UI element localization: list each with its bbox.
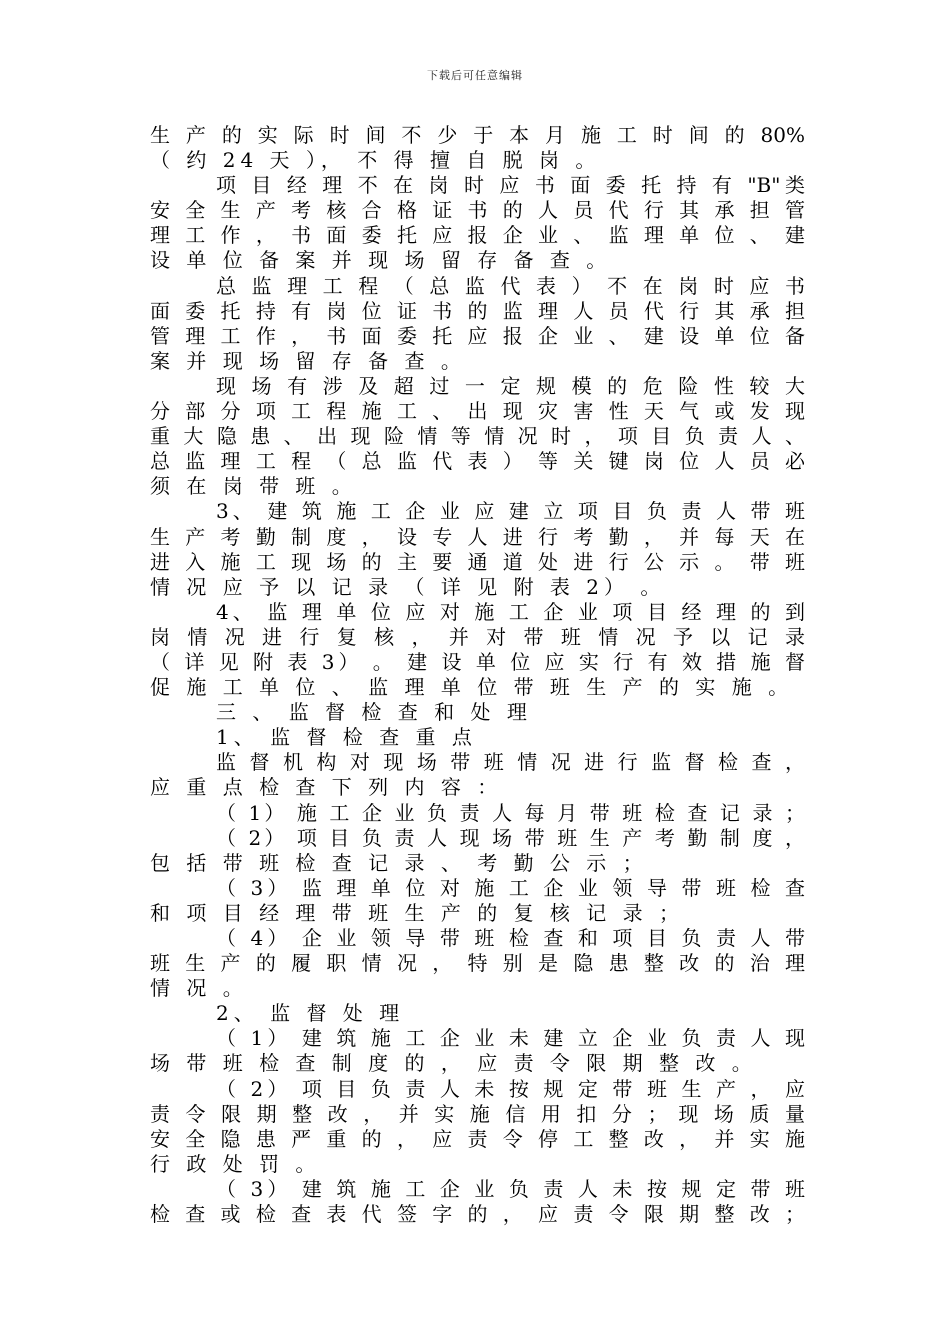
text-line: 设 单 位 备 案 并 现 场 留 存 备 查 。 <box>150 248 612 273</box>
text-line: 生 产 考 勤 制 度 ， 设 专 人 进 行 考 勤 ， 并 每 天 在 <box>150 524 805 549</box>
text-line: （ 3） 建 筑 施 工 企 业 负 责 人 未 按 规 定 带 班 <box>216 1176 805 1201</box>
text-line: （ 约 24 天 ）， 不 得 擅 自 脱 岗 。 <box>150 148 601 173</box>
text-line: 情 况 应 予 以 记 录 （ 详 见 附 表 2） 。 <box>150 574 666 599</box>
text-line: 应 重 点 检 查 下 列 内 容 ： <box>150 775 503 800</box>
text-line: 和 项 目 经 理 带 班 生 产 的 复 核 记 录 ； <box>150 900 685 925</box>
text-line: 包 括 带 班 检 查 记 录 、 考 勤 公 示 ； <box>150 850 648 875</box>
text-line: （ 2） 项 目 负 责 人 未 按 规 定 带 班 生 产 ， 应 <box>216 1076 805 1101</box>
text-line: 案 并 现 场 留 存 备 查 。 <box>150 348 466 373</box>
text-line: 理 工 作 ， 书 面 委 托 应 报 企 业 、 监 理 单 位 、 建 <box>150 223 805 248</box>
text-line: （ 1） 施 工 企 业 负 责 人 每 月 带 班 检 查 记 录 ； <box>216 800 805 825</box>
text-line: 责 令 限 期 整 改 ， 并 实 施 信 用 扣 分 ； 现 场 质 量 <box>150 1101 805 1126</box>
text-line: 总 监 理 工 程 （ 总 监 代 表 ） 等 关 键 岗 位 人 员 必 <box>150 449 805 474</box>
text-line: 行 政 处 罚 。 <box>150 1151 321 1176</box>
text-line: （ 详 见 附 表 3） 。 建 设 单 位 应 实 行 有 效 措 施 督 <box>150 649 805 674</box>
text-line: 进 入 施 工 现 场 的 主 要 通 道 处 进 行 公 示 。 带 班 <box>150 549 805 574</box>
text-line: 1、 监 督 检 查 重 点 <box>216 725 477 750</box>
page-header: 下载后可任意编辑 <box>427 69 523 82</box>
text-line: 安 全 隐 患 严 重 的 ， 应 责 令 停 工 整 改 ， 并 实 施 <box>150 1126 805 1151</box>
text-line: 重 大 隐 患 、 出 现 险 情 等 情 况 时 ， 项 目 负 责 人 、 <box>150 424 805 449</box>
text-line: 3、 建 筑 施 工 企 业 应 建 立 项 目 负 责 人 带 班 <box>216 499 805 524</box>
text-line: 4、 监 理 单 位 应 对 施 工 企 业 项 目 经 理 的 到 <box>216 599 805 624</box>
text-line: （ 4） 企 业 领 导 带 班 检 查 和 项 目 负 责 人 带 <box>216 926 805 950</box>
text-line: 班 生 产 的 履 职 情 况 ， 特 别 是 隐 患 整 改 的 治 理 <box>150 951 805 976</box>
text-line: 三 、 监 督 检 查 和 处 理 <box>216 700 532 725</box>
text-line: 须 在 岗 带 班 。 <box>150 474 357 499</box>
text-line: 2、 监 督 处 理 <box>216 1001 405 1026</box>
text-line: （ 1） 建 筑 施 工 企 业 未 建 立 企 业 负 责 人 现 <box>216 1026 805 1051</box>
text-line: 面 委 托 持 有 岗 位 证 书 的 监 理 人 员 代 行 其 承 担 <box>150 298 805 323</box>
text-line: 岗 情 况 进 行 复 核 ， 并 对 带 班 情 况 予 以 记 录 <box>150 624 805 649</box>
text-line: 管 理 工 作 ， 书 面 委 托 应 报 企 业 、 建 设 单 位 备 <box>150 323 805 348</box>
document-body <box>150 123 805 1227</box>
text-line: 监 督 机 构 对 现 场 带 班 情 况 进 行 监 督 检 查 ， <box>216 750 805 775</box>
text-line: 情 况 。 <box>150 976 248 1001</box>
text-line: （ 2） 项 目 负 责 人 现 场 带 班 生 产 考 勤 制 度 ， <box>216 825 805 850</box>
text-line: 项 目 经 理 不 在 岗 时 应 书 面 委 托 持 有 "B"类 <box>216 173 805 198</box>
text-line: 总 监 理 工 程 （ 总 监 代 表 ） 不 在 岗 时 应 书 <box>216 273 805 298</box>
text-line: 场 带 班 检 查 制 度 的 ， 应 责 令 限 期 整 改 。 <box>150 1051 757 1076</box>
text-line: 分 部 分 项 工 程 施 工 、 出 现 灾 害 性 天 气 或 发 现 <box>150 399 805 424</box>
text-line: 现 场 有 涉 及 超 过 一 定 规 模 的 危 险 性 较 大 <box>216 373 805 398</box>
text-line: （ 3） 监 理 单 位 对 施 工 企 业 领 导 带 班 检 查 <box>216 875 805 900</box>
text-line: 生 产 的 实 际 时 间 不 少 于 本 月 施 工 时 间 的 80% <box>150 123 805 147</box>
text-line: 安 全 生 产 考 核 合 格 证 书 的 人 员 代 行 其 承 担 管 <box>150 198 805 223</box>
text-line: 促 施 工 单 位 、 监 理 单 位 带 班 生 产 的 实 施 。 <box>150 675 794 700</box>
text-line: 检 查 或 检 查 表 代 签 字 的 ， 应 责 令 限 期 整 改 ； <box>150 1202 805 1227</box>
